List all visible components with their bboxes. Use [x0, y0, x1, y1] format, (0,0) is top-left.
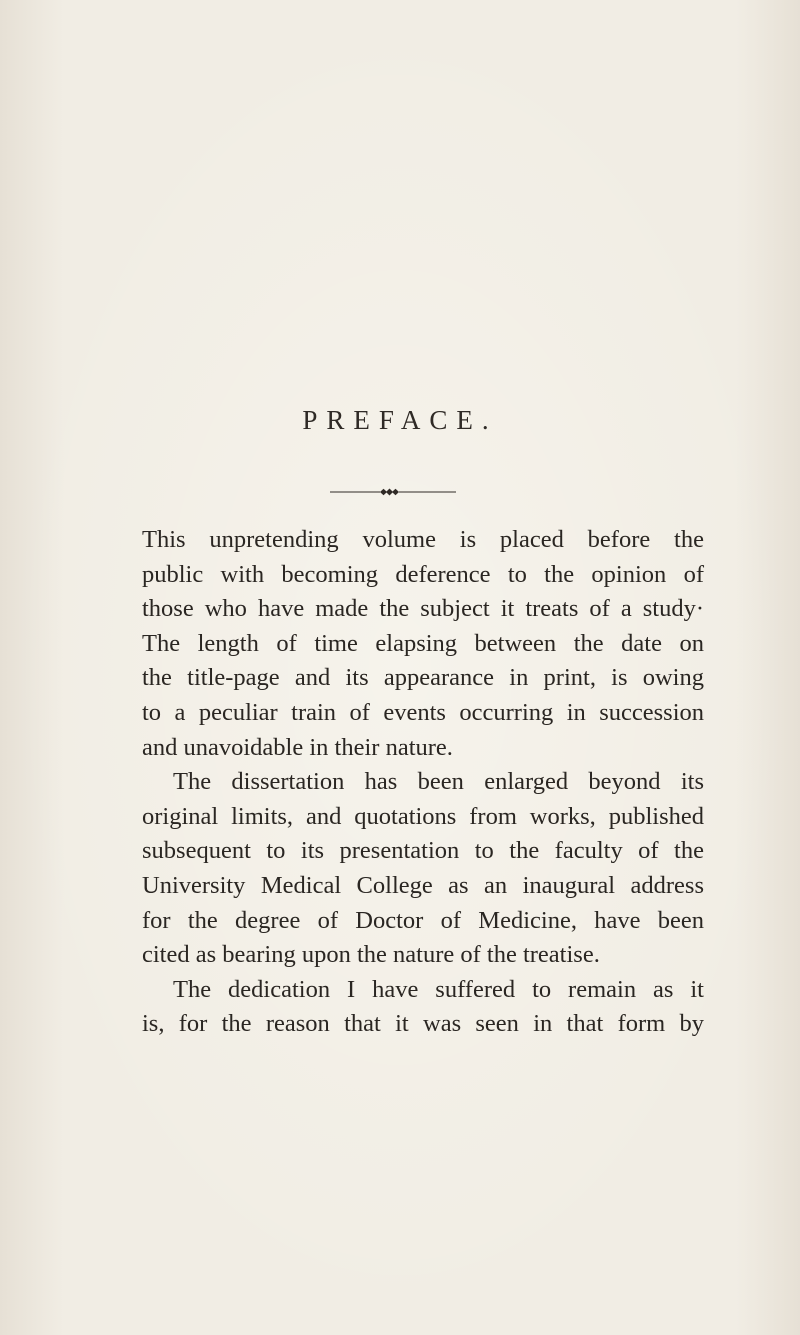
text-line: The dedication I have suffered to remain as it: [173, 975, 704, 1003]
divider-ornament: [330, 487, 456, 497]
text-line: original limits, and quotations from works, published: [142, 802, 704, 830]
text-line: for the degree of Doctor of Medicine, have been: [142, 906, 704, 934]
text-line: The dissertation has been enlarged beyond its: [173, 768, 704, 796]
text-line: The length of time elapsing between the date on: [142, 629, 704, 657]
text-line: This unpretending volume is placed before the: [142, 526, 704, 553]
text-line: to a peculiar train of events occurring in succession: [142, 698, 704, 726]
text-line: and unavoidable in their nature.: [142, 733, 453, 761]
text-line: the title-page and its appearance in print, is owing: [142, 664, 704, 692]
text-line: is, for the reason that it was seen in that form by: [142, 1010, 704, 1038]
text-line: University Medical College as an inaugural address: [142, 871, 704, 899]
page-title: PREFACE.: [302, 405, 498, 435]
text-line: those who have made the subject it treats of a study·: [142, 595, 704, 623]
text-line: cited as bearing upon the nature of the treatise.: [142, 941, 600, 969]
text-line: subsequent to its presentation to the faculty of the: [142, 837, 704, 865]
preface-body: [142, 523, 704, 1042]
text-line: public with becoming deference to the opinion of: [142, 560, 704, 588]
